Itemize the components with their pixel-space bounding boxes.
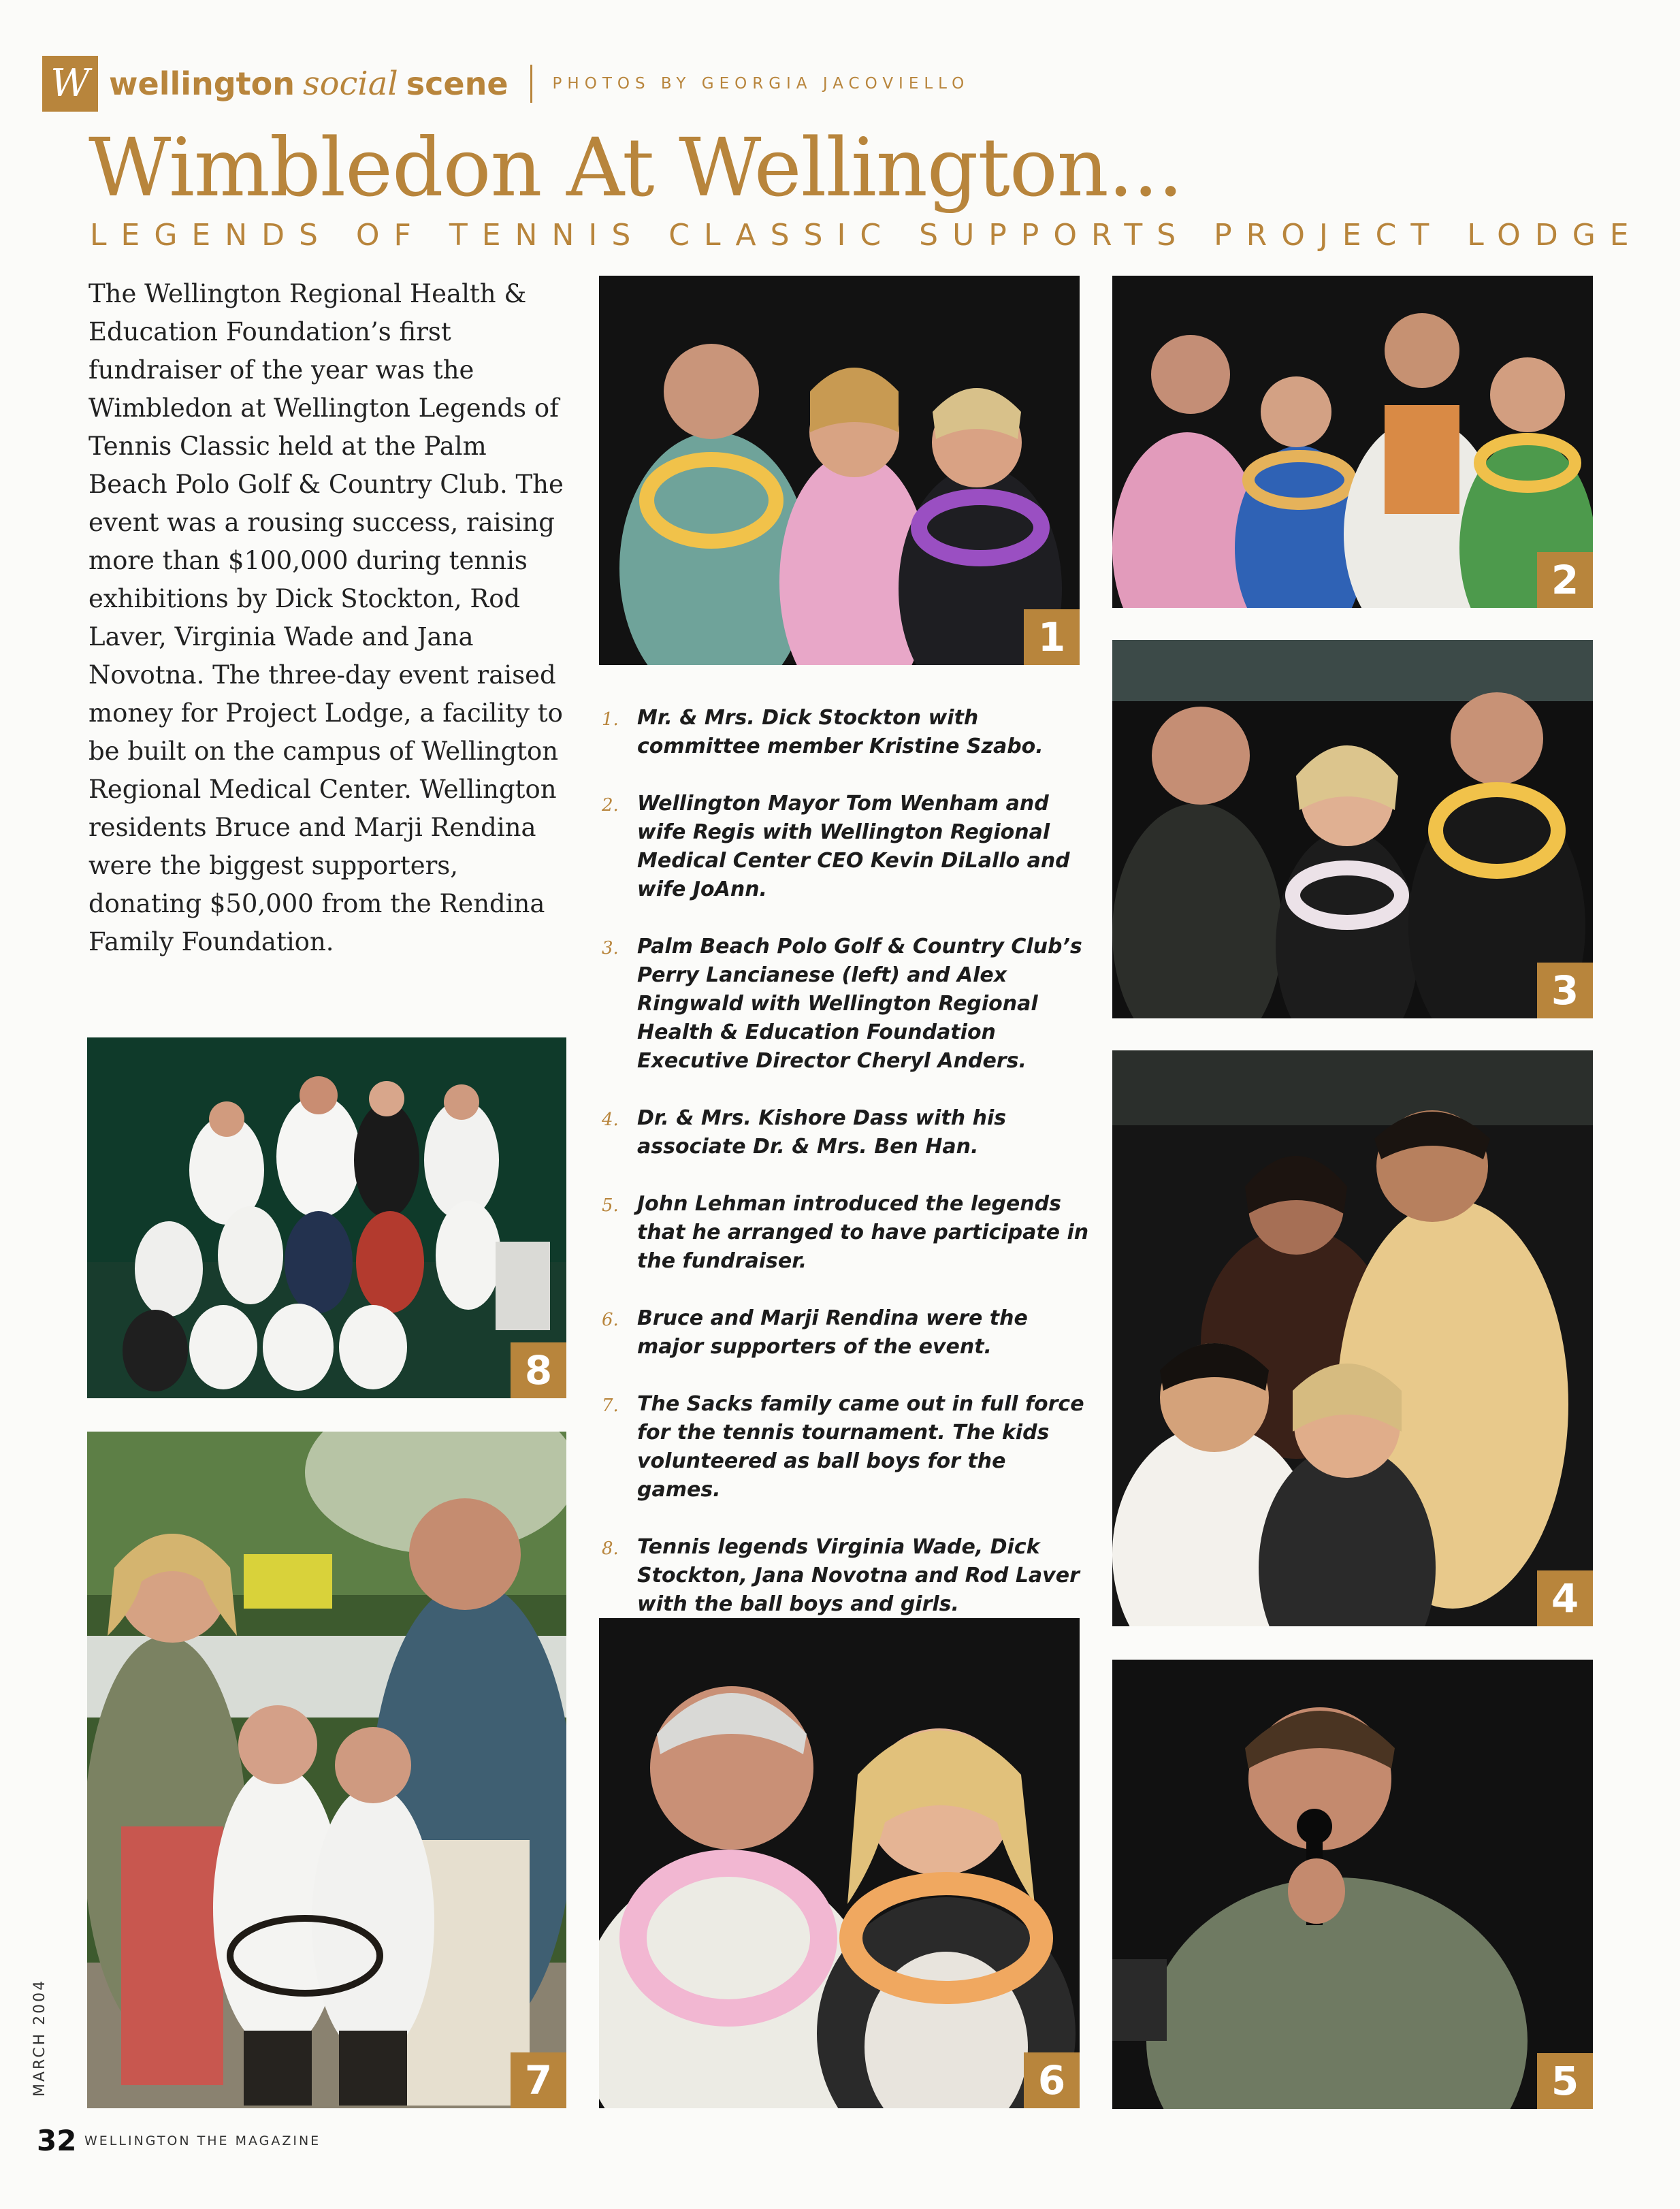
caption-item <box>599 1304 1089 1361</box>
photo-6-image <box>599 1618 1080 2108</box>
section-header <box>109 60 969 108</box>
photo-7-number: 7 <box>511 2052 566 2108</box>
caption-text: Tennis legends Virginia Wade, Dick Stockton, Jana Novotna and Rod Laver with the ball boys and girls. <box>637 1535 1080 1616</box>
caption-item <box>599 1533 1089 1619</box>
caption-number: 4. <box>602 1110 619 1130</box>
intro-paragraph: The Wellington Regional Health & Education Foundation’s first fundraiser of the year was the Wimbledon at Wellington Legends of Tennis Classic held at the Palm Beach Polo Golf & Country Club. The event was a rousing success, raising more than $100,000 during tennis exhibitions by Dick Stockton, Rod Laver, Virginia Wade and Jana Novotna. The three-day event raised money for Project Lodge, a facility to be built on the campus of Wellington Regional Medical Center. Wellington residents Bruce and Marji Rendina were the biggest supporters, donating $50,000 from the Rendina Family Foundation. <box>88 279 564 956</box>
photo-6-number: 6 <box>1024 2052 1080 2108</box>
photo-3 <box>1112 640 1593 1018</box>
issue-date: MARCH 2004 <box>31 1978 48 2097</box>
photo-4 <box>1112 1050 1593 1626</box>
caption-item <box>599 790 1089 904</box>
caption-item <box>599 1390 1089 1504</box>
caption-item <box>599 1104 1089 1161</box>
photo-2-image <box>1112 276 1593 608</box>
section-scene: scene <box>406 65 508 102</box>
photo-1 <box>599 276 1080 665</box>
photo-1-image <box>599 276 1080 665</box>
caption-text: John Lehman introduced the legends that he arranged to have participate in the fundraiser. <box>637 1192 1089 1273</box>
caption-number: 6. <box>602 1310 619 1330</box>
photo-8 <box>87 1037 566 1398</box>
caption-number: 1. <box>602 709 619 730</box>
photo-4-number: 4 <box>1537 1570 1593 1626</box>
photo-captions <box>599 704 1089 1647</box>
photo-3-number: 3 <box>1537 963 1593 1018</box>
caption-number: 2. <box>602 795 619 816</box>
photo-2-number: 2 <box>1537 552 1593 608</box>
caption-item <box>599 933 1089 1076</box>
caption-text: The Sacks family came out in full force for the tennis tournament. The kids volunteered as ball boys for the games. <box>637 1392 1084 1502</box>
caption-text: Bruce and Marji Rendina were the major supporters of the event. <box>637 1306 1028 1359</box>
caption-text: Palm Beach Polo Golf & Country Club’s Perry Lancianese (left) and Alex Ringwald with Wellington Regional Health & Education Foundation Executive Director Cheryl Anders. <box>637 935 1082 1073</box>
caption-number: 7. <box>602 1396 619 1416</box>
caption-number: 8. <box>602 1538 619 1559</box>
photo-6 <box>599 1618 1080 2108</box>
section-divider <box>530 65 532 103</box>
article-subhead: LEGENDS OF TENNIS CLASSIC SUPPORTS PROJECT LODGE <box>90 218 1643 253</box>
photo-credit: PHOTOS BY GEORGIA JACOVIELLO <box>552 75 970 93</box>
section-brand: wellington <box>109 65 295 102</box>
photo-2 <box>1112 276 1593 608</box>
photo-7 <box>87 1432 566 2108</box>
photo-1-number: 1 <box>1024 609 1080 665</box>
magazine-logo-mark: W <box>42 56 98 112</box>
caption-item <box>599 1190 1089 1276</box>
photo-8-number: 8 <box>511 1342 566 1398</box>
photo-5 <box>1112 1660 1593 2109</box>
article-headline: Wimbledon At Wellington... <box>88 120 1183 214</box>
photo-4-image <box>1112 1050 1593 1626</box>
photo-7-image <box>87 1432 566 2108</box>
page-number: 32 <box>37 2124 77 2157</box>
photo-5-image <box>1112 1660 1593 2109</box>
photo-8-image <box>87 1037 566 1398</box>
photo-3-image <box>1112 640 1593 1018</box>
caption-number: 3. <box>602 938 619 958</box>
caption-text: Wellington Mayor Tom Wenham and wife Regis with Wellington Regional Medical Center CEO Kevin DiLallo and wife JoAnn. <box>637 792 1070 901</box>
magazine-name: WELLINGTON THE MAGAZINE <box>84 2133 321 2148</box>
caption-item <box>599 704 1089 761</box>
caption-number: 5. <box>602 1195 619 1216</box>
caption-text: Dr. & Mrs. Kishore Dass with his associate Dr. & Mrs. Ben Han. <box>637 1106 1007 1159</box>
section-social: social <box>303 65 398 103</box>
photo-5-number: 5 <box>1537 2053 1593 2109</box>
caption-text: Mr. & Mrs. Dick Stockton with committee member Kristine Szabo. <box>637 706 1044 758</box>
